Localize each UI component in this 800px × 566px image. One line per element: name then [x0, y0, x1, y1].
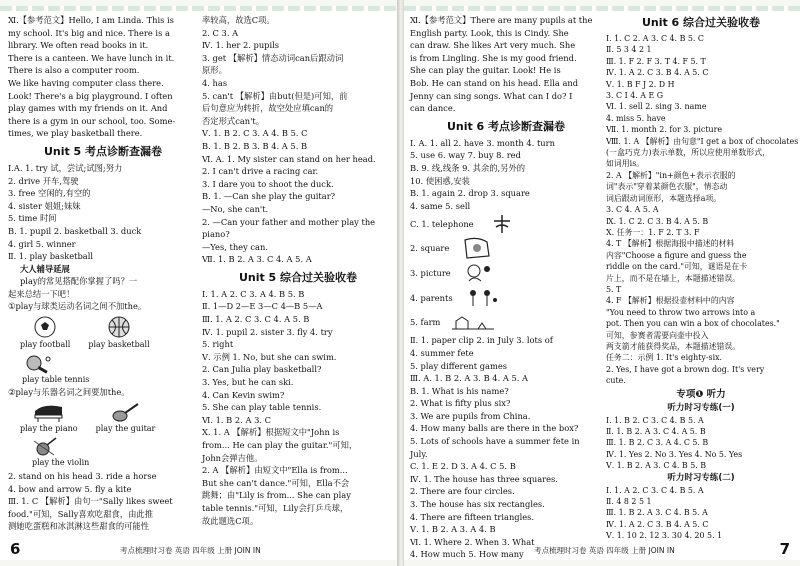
answer-line: 3. C 4. A 5. A [606, 205, 659, 215]
answer-line: 任务二：示例 1. It's eighty-six. [606, 353, 723, 363]
answer-line: Ⅶ. 1. month 2. for 3. picture [606, 125, 723, 135]
answer-line: 5. Lots of schools have a summer fete in [410, 436, 580, 447]
answer-line: Ⅲ. 1. F 2. F 3. T 4. F 5. T [606, 56, 706, 66]
tutor-line: play的常见搭配你掌握了吗？一 [20, 276, 138, 287]
parents-drawing-icon [461, 286, 501, 310]
answer-line: 2. I can't drive a racing car. [202, 166, 319, 177]
table-tennis-icon [22, 354, 52, 374]
picture-caption: play table tennis [22, 374, 90, 384]
picture-drawing-icon [459, 261, 499, 285]
answer-line: 3. C I 4. A E G [606, 91, 664, 101]
answer-line: food."可知，Sally喜欢吃甜食，由此推 [8, 508, 154, 519]
page-number: 7 [779, 540, 790, 558]
telephone-drawing-icon [482, 213, 522, 235]
answer-line: B. 1. What is his name? [410, 385, 509, 396]
answer-line: 2. There are four circles. [410, 486, 515, 497]
answer-line: Ⅶ. 1. B 2. A 3. C 4. A 5. A [202, 254, 312, 265]
picture-item [410, 261, 602, 285]
answer-line: 3. Yes, but he can ski. [202, 377, 294, 388]
answer-line: Ⅰ. 1. C 2. A 3. C 4. B 5. C [606, 34, 704, 43]
piano-picture [20, 401, 78, 436]
answer-line: Ⅲ. 1. B 2. C 3. A 4. C 5. B [606, 438, 709, 448]
page-footer: 考点梳理时习卷 英语 四年级 上册 JOIN IN [120, 546, 261, 555]
essay-line: my school. It's big and nice. There is a [8, 27, 170, 38]
answer-line: Ⅲ. 1. B 2. A 3. C 4. B 5. A [606, 508, 708, 518]
answer-line: Ⅰ. 1. A 2. C 3. C 4. B 5. A [606, 485, 704, 495]
answer-line: 词"表示"穿着某颜色衣服"，情态动 [606, 182, 728, 192]
essay-line: Jenny can sing songs. What can I do? I [410, 90, 573, 101]
picture-caption: play football [20, 340, 71, 350]
subsection-title: 听力时习专练(二) [667, 472, 735, 483]
answer-line: —Yes, they can. [202, 241, 268, 252]
essay-line: She can play the guitar. Look! He is [410, 65, 561, 76]
answer-line: B. 1. again 2. drop 3. square [410, 188, 530, 199]
answer-line: cute. [606, 376, 626, 386]
answer-line: 4. miss 5. have [606, 113, 666, 123]
tutor-line: 起来总结一下吧！ [8, 288, 75, 299]
left-page [0, 6, 397, 560]
answer-line: Ⅸ. 1. C 2. C 3. B 4. A 5. B [606, 216, 709, 226]
answer-line: 2. Can Julia play basketball? [202, 364, 322, 375]
answer-line: Ⅴ. 示例 1. No, but she can swim. [202, 351, 337, 362]
shape-item-label: 3. picture [410, 268, 451, 279]
picture-caption: play basketball [88, 340, 150, 350]
answer-line: 词后跟动词原形，本题选择a项。 [606, 193, 722, 203]
answer-line: 片上，而不是在墙上，本题描述错误。 [606, 273, 741, 283]
answer-line: 4. How many balls are there in the box? [410, 423, 579, 434]
essay-line: English party. Look, this is Cindy. She [410, 27, 569, 38]
essay-line: library. We often read books in it. [8, 40, 149, 51]
answer-line: Ⅵ. 1. B 2. A 3. C [202, 414, 271, 425]
answer-line: B. 1. —Can she play the guitar? [202, 191, 336, 202]
answer-line: 2. stand on his head 3. ride a horse [8, 471, 157, 482]
answer-line: Ⅱ. 1—D 2—E 3—C 4—B 5—A [202, 301, 323, 312]
answer-line: 2. Yes, I have got a brown dog. It's very [606, 364, 765, 374]
answer-line: 10. 使困惑,安装 [410, 175, 470, 186]
left-column-2 [202, 14, 394, 527]
answer-line: Ⅰ. 1. B 2. C 3. C 4. B 5. A [606, 415, 704, 425]
answer-line: 2. drive 开车,驾驶 [8, 175, 79, 186]
answer-line: Ⅰ. 1. A 2. C 3. A 4. B 5. B [202, 288, 305, 299]
essay-line: can draw. She likes Art very much. She [410, 40, 576, 51]
answer-line: Ⅹ. 1. A 【解析】根据短文中"John is [202, 427, 340, 438]
essay-line: There is also a computer room. [8, 65, 140, 76]
answer-line: Ⅳ. 1. her 2. pupils [202, 40, 280, 51]
answer-line: 测她吃蛋糕和冰淇淋这些甜食的可能性 [8, 521, 150, 532]
unit-title: Unit 6 综合过关验收卷 [641, 16, 761, 29]
tutor-line: ①play与球类运动名词之间不加the。 [8, 301, 147, 312]
answer-line: Ⅱ. 4 8 2 5 1 [606, 497, 652, 507]
answer-line: —No, she can't. [202, 203, 269, 214]
answer-line: 可知，参赛者需要向壶中投入 [606, 330, 709, 340]
answer-line: 4. summer fete [410, 347, 474, 358]
answer-line: 2. —Can your father and mother play the [202, 216, 376, 227]
answer-line: Ⅹ. 任务一：1. F 2. T 3. F [606, 227, 700, 237]
shape-item-label: 2. square [410, 243, 450, 254]
answer-line: C. 1. E 2. D 3. A 4. C 5. B [410, 461, 516, 472]
right-column-1 [410, 14, 602, 560]
answer-line: 4. bow and arrow 5. fly a kite [8, 483, 132, 494]
answer-line: 5. play different games [410, 360, 508, 371]
telephone-item [410, 213, 602, 235]
shape-item-label: C. 1. telephone [410, 219, 474, 230]
answer-line: Ⅳ. 1. pupil 2. sister 3. fly 4. try [202, 326, 333, 337]
answer-line: 3. get 【解析】情态动词can后跟动词 [202, 52, 344, 63]
music-pictures [20, 401, 198, 436]
left-column-1 [8, 14, 198, 533]
answer-line: 两支箭才能获得奖品，本题描述错误。 [606, 341, 741, 351]
farm-drawing-icon [448, 311, 498, 333]
essay-line: Bob. He can stand on his head. Ella and [410, 77, 579, 88]
answer-line: But she can't dance."可知，Ella不会 [202, 477, 350, 488]
answer-line: piano? [202, 229, 230, 240]
answer-line: Ⅴ. 1. B 2. C 3. A 4. B 5. C [202, 128, 308, 139]
shape-item-label: 5. farm [410, 317, 441, 328]
shape-item-label: 4. parents [410, 293, 453, 304]
answer-line: Ⅴ. 1. B 2. A 3. A 4. B [410, 524, 496, 535]
answer-line: Ⅲ. A. 1. B 2. A 3. B 4. A 5. A [410, 373, 529, 384]
answer-line: 3. We are pupils from China. [410, 410, 531, 421]
subsection-title: 听力时习专练(一) [667, 402, 735, 413]
parents-item [410, 286, 602, 310]
answer-line: "You need to throw two arrows into a [606, 307, 756, 317]
answer-line: table tennis."可知，Lily会打乒乓球， [202, 502, 349, 513]
basketball-icon [106, 315, 132, 339]
answer-line: 4. T 【解析】根据海报中描述的材料 [606, 239, 735, 249]
answer-line: 2. What is fifty plus six? [410, 398, 511, 409]
essay-line: Ⅺ.【参考范文】There are many pupils at the [410, 15, 593, 25]
answer-line: Ⅳ. 1. Yes 2. No 3. Yes 4. No 5. Yes [606, 449, 743, 459]
answer-line: 否定形式can't。 [202, 115, 265, 126]
answer-line: 4. girl 5. winner [8, 238, 76, 249]
answer-line: 5. use 6. way 7. buy 8. red [410, 150, 521, 161]
essay-line: times, we play basketball there. [8, 128, 143, 139]
answer-line: 4. sister 姐姐;妹妹 [8, 200, 81, 211]
answer-line: 5. can't 【解析】由but(但是)可知，前 [202, 90, 348, 101]
guitar-icon [110, 401, 140, 423]
answer-line: Ⅷ. 1. A 【解析】由句意"I get a box of chocolates [606, 136, 799, 146]
answer-line: July. [410, 448, 428, 459]
piano-icon [32, 401, 66, 423]
picture-caption: play the piano [20, 423, 78, 433]
answer-line: Ⅴ. 1. 10 2. 12 3. 30 4. 20 5. 1 [606, 531, 723, 541]
answer-line: 3. free 空闲的,有空的 [8, 188, 91, 199]
answer-line: B. 1. pupil 2. basketball 3. duck [8, 225, 142, 236]
header-stripe [404, 6, 800, 11]
answer-line: Ⅲ. 1. C 【解析】由句一"Sally likes sweet [8, 496, 173, 507]
answer-line: 2. C 3. A [202, 27, 239, 38]
essay-line: is from Lingling. She is my good friend. [410, 52, 577, 63]
answer-line: Ⅱ. 1. paper clip 2. in July 3. lots of [410, 335, 553, 346]
answer-line: B. 9. 线,线条 9. 其余的,另外的 [410, 162, 526, 173]
answer-line: 3. The house has six rectangles. [410, 499, 545, 510]
answer-line: Ⅵ. A. 1. My sister can stand on her head. [202, 153, 376, 164]
page-number: 6 [10, 540, 21, 558]
answer-line: (一盒巧克力)表示单数，所以应使用单数形式， [606, 148, 770, 158]
answer-line: 故此题选C项。 [202, 515, 259, 526]
book-fold [397, 0, 404, 566]
right-column-2 [606, 14, 799, 542]
square-drawing-icon [457, 236, 497, 260]
essay-line: play games with my friends on it. And [8, 103, 168, 114]
square-item [410, 236, 602, 260]
answer-line: 3. I dare you to shoot the duck. [202, 178, 334, 189]
picture-caption: play the guitar [95, 423, 156, 433]
answer-line: 后句意应为转折，故空处应填can的 [202, 103, 334, 114]
essay-line: We like having computer class there. [8, 77, 164, 88]
answer-line: 5. time 时间 [8, 213, 57, 224]
answer-line: riddle on the card."可知，谜语是在卡 [606, 262, 748, 272]
unit-title: Unit 6 考点诊断查漏卷 [446, 119, 566, 133]
essay-block [8, 14, 198, 140]
answer-line: Ⅵ. 1. sell 2. sing 3. name [606, 102, 707, 112]
answer-line: Ⅱ. 1. B 2. A 3. C 4. A 5. B [606, 427, 706, 436]
answer-line: 5. T [606, 284, 622, 294]
answer-line: Ⅵ. 1. Where 2. When 3. What [410, 536, 535, 547]
right-page [404, 6, 800, 560]
page-footer: 考点梳理时习卷 英语 四年级 上册 JOIN IN [534, 546, 675, 555]
answer-line: Ⅳ. 1. A 2. C 3. B 4. A 5. C [606, 68, 709, 78]
answer-line: 4. same 5. sell [410, 200, 471, 211]
table-tennis-picture [22, 354, 198, 387]
answer-line: 2. A 【解析】"in+颜色+表示衣服的 [606, 170, 736, 180]
header-stripe [0, 6, 397, 11]
answer-line: Ⅱ. 5 3 4 2 1 [606, 45, 652, 55]
essay-line: There is a canteen. We have lunch in it. [8, 52, 175, 63]
unit-title: Unit 5 综合过关验收卷 [238, 270, 358, 284]
answer-line: Ⅱ. 1. play basketball [8, 251, 94, 262]
answer-line: 2. A 【解析】由短文中"Ella is from... [202, 465, 348, 476]
answer-line: 4. has [202, 77, 228, 88]
answer-line: 4. How much 5. How many [410, 549, 524, 560]
violin-picture [32, 437, 198, 470]
sports-pictures [20, 315, 198, 352]
answer-line: 4. There are fifteen triangles. [410, 511, 535, 522]
answer-line: Ⅳ. 1. The house has three squares. [410, 473, 558, 484]
answer-line: Ⅴ. 1. B F J 2. D H [606, 79, 675, 89]
instrument-note: ②play与乐器名词之间要加the。 [8, 387, 130, 398]
farm-item [410, 311, 602, 333]
essay-line: there is a gym in our school, too. Some- [8, 115, 176, 126]
football-picture [20, 315, 70, 352]
answer-line: B. 1. B 2. B 3. B 4. A 5. B [202, 140, 308, 151]
tutor-title: 大人辅导延展 [20, 263, 70, 274]
answer-line: Ⅰ. A. 1. all 2. have 3. month 4. turn [410, 137, 555, 148]
answer-line: Ⅴ. 1. B 2. A 3. C 4. B 5. B [606, 461, 707, 471]
guitar-picture [96, 401, 156, 436]
essay-line: Ⅺ.【参考范文】Hello, I am Linda. This is [8, 15, 174, 25]
answer-line: Ⅰ.A. 1. try 试，尝试;试图;努力 [8, 162, 123, 173]
answer-line: 5. She can play table tennis. [202, 402, 322, 413]
answer-line: Ⅲ. 1. A 2. C 3. C 4. A 5. B [202, 314, 310, 325]
answer-line: 4. Can Kevin swim? [202, 389, 285, 400]
answer-line: Ⅳ. 1. A 2. C 3. B 4. A 5. C [606, 519, 709, 529]
answer-line: 如词用is。 [606, 159, 645, 169]
answer-line: John会弹吉他。 [202, 452, 263, 463]
answer-line: pot. Then you can win a box of chocolates." [606, 319, 780, 329]
answer-line: 4. F 【解析】根据投壶材料中的内容 [606, 296, 735, 306]
basketball-picture [88, 315, 149, 352]
answer-line: 5. right [202, 339, 234, 350]
unit-title: Unit 5 考点诊断查漏卷 [43, 144, 163, 158]
answer-line: 内容"Choose a figure and guess the [606, 250, 747, 260]
special-section-title: 专项❶ 听力 [676, 388, 726, 400]
picture-caption: play the violin [32, 458, 90, 468]
violin-icon [32, 437, 58, 457]
answer-line: 率较高，故选C项。 [202, 15, 275, 25]
answer-line: 跳舞；由"Lily is from... She can play [202, 490, 351, 501]
essay-line: Look! There's a big playground. I often [8, 90, 173, 101]
essay-line: can dance. [410, 103, 456, 114]
answer-line: from... He can play the guitar."可知， [202, 440, 358, 450]
football-icon [32, 315, 58, 339]
answer-line: 原形。 [202, 65, 227, 76]
